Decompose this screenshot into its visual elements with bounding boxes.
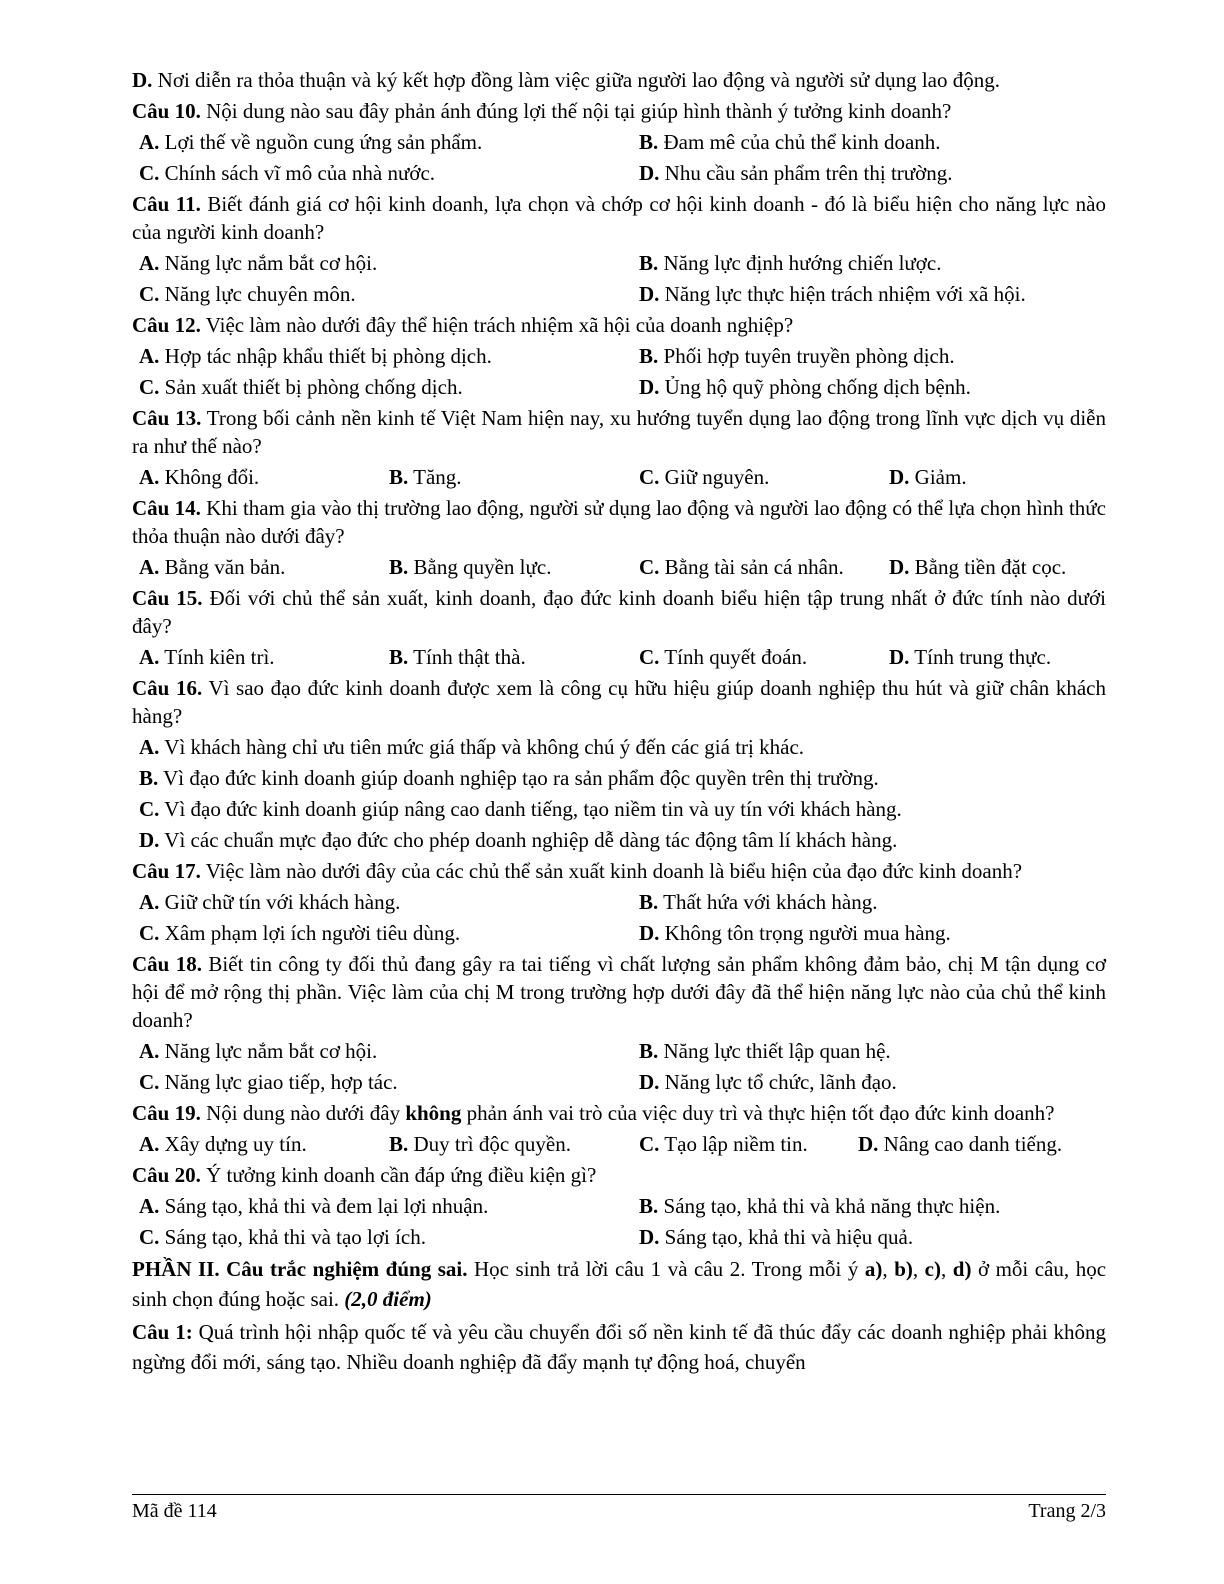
option-d (639, 280, 1026, 308)
item-label-c: c) (924, 1257, 941, 1281)
exam-code: Mã đề 114 (132, 1500, 217, 1522)
option-letter: C. (639, 465, 660, 489)
question-10-stem (132, 97, 1106, 125)
option-a (139, 553, 389, 581)
option-a (139, 342, 639, 370)
option-text: Xâm phạm lợi ích người tiêu dùng. (164, 921, 461, 945)
option-b (639, 342, 955, 370)
option-a (132, 733, 1106, 761)
question-label: Câu 17. (132, 859, 201, 883)
question-11-options-row-1 (132, 249, 1106, 277)
option-letter: D. (139, 828, 160, 852)
option-text: Năng lực nắm bắt cơ hội. (164, 251, 378, 275)
option-text: Tính thật thà. (413, 645, 526, 669)
question-text: Khi tham gia vào thị trường lao động, người sử dụng lao động và người lao động có thể lựa chọn hình thức thỏa thuận nào dưới đây? (132, 496, 1106, 548)
option-a (139, 1192, 639, 1220)
option-letter: A. (139, 555, 160, 579)
option-c (639, 463, 889, 491)
part-2-points: (2,0 điểm) (344, 1287, 432, 1311)
option-c (139, 919, 639, 947)
option-b (389, 1130, 639, 1158)
option-letter: B. (389, 465, 409, 489)
question-17-options-row-1 (132, 888, 1106, 916)
option-a (139, 888, 639, 916)
option-letter: D. (639, 282, 660, 306)
option-text: Năng lực tổ chức, lãnh đạo. (664, 1070, 897, 1094)
option-text: Năng lực định hướng chiến lược. (663, 251, 942, 275)
option-text: Phối hợp tuyên truyền phòng dịch. (663, 344, 955, 368)
question-11-options-row-2 (132, 280, 1106, 308)
option-letter: D. (858, 1132, 879, 1156)
option-letter: B. (639, 1039, 659, 1063)
option-b (132, 764, 1106, 792)
option-d (858, 1130, 1062, 1158)
option-letter: A. (139, 1132, 160, 1156)
option-c (639, 1130, 858, 1158)
question-label: Câu 20. (132, 1163, 201, 1187)
part-2-heading: PHẦN II. Câu trắc nghiệm đúng sai. (132, 1257, 468, 1281)
option-a (139, 1037, 639, 1065)
option-text: Bằng tiền đặt cọc. (914, 555, 1067, 579)
question-label: Câu 16. (132, 676, 203, 700)
question-15-options (132, 643, 1106, 671)
option-text: Nhu cầu sản phẩm trên thị trường. (664, 161, 953, 185)
part-2-instructions: PHẦN II. Câu trắc nghiệm đúng sai. Học sinh trả lời câu 1 và câu 2. Trong mỗi ý a), b), c), d) ở mỗi câu, học sinh chọn đúng hoặc sai. (2,0 điểm) (132, 1257, 1107, 1311)
option-d (132, 826, 1106, 854)
option-text: Chính sách vĩ mô của nhà nước. (164, 161, 436, 185)
page-footer (132, 1497, 1106, 1525)
question-20-options-row-2 (132, 1223, 1106, 1251)
option-letter: B. (639, 1194, 659, 1218)
option-text: Năng lực thiết lập quan hệ. (663, 1039, 891, 1063)
option-letter: A. (139, 645, 160, 669)
option-c (639, 643, 889, 671)
option-b (639, 128, 941, 156)
option-text: Tính kiên trì. (164, 645, 275, 669)
option-letter: C. (139, 797, 160, 821)
item-label-a: a) (864, 1257, 883, 1281)
question-10-options-row-1 (132, 128, 1106, 156)
option-letter: A. (139, 1039, 160, 1063)
option-b (639, 1037, 891, 1065)
option-text: Không tôn trọng người mua hàng. (664, 921, 951, 945)
option-text: Ủng hộ quỹ phòng chống dịch bệnh. (664, 375, 971, 399)
option-letter: A. (139, 890, 160, 914)
question-20-stem (132, 1161, 1106, 1189)
option-letter: B. (639, 130, 659, 154)
question-12-options-row-1 (132, 342, 1106, 370)
option-letter: A. (139, 1194, 160, 1218)
option-text: Sáng tạo, khả thi và đem lại lợi nhuận. (164, 1194, 489, 1218)
option-text: Năng lực giao tiếp, hợp tác. (164, 1070, 398, 1094)
question-18-options-row-1 (132, 1037, 1106, 1065)
question-18-stem (132, 950, 1106, 1034)
question-13-stem (132, 404, 1106, 460)
option-c (639, 553, 889, 581)
option-letter: A. (139, 130, 160, 154)
option-a (139, 643, 389, 671)
option-letter: B. (389, 1132, 409, 1156)
exam-page (132, 66, 1106, 1380)
question-text: Biết tin công ty đối thủ đang gây ra tai tiếng vì chất lượng sản phẩm không đảm bảo, chị M tận dụng cơ hội để mở rộng thị phần. Việc làm của chị M trong trường hợp dưới đây đã thể hiện năng lực nào của chủ thể kinh doanh? (132, 952, 1106, 1032)
option-b (389, 553, 639, 581)
question-label: Câu 10. (132, 99, 201, 123)
option-text: Không đổi. (164, 465, 260, 489)
option-c (132, 795, 1106, 823)
option-text: Năng lực nắm bắt cơ hội. (164, 1039, 378, 1063)
option-letter: B. (639, 890, 659, 914)
question-18-options-row-2 (132, 1068, 1106, 1096)
option-c (139, 1223, 639, 1251)
question-19-stem (132, 1099, 1106, 1127)
option-letter: D. (639, 1070, 660, 1094)
question-14-options (132, 553, 1106, 581)
option-a (139, 128, 639, 156)
question-text: phản ánh vai trò của việc duy trì và thực hiện tốt đạo đức kinh doanh? (461, 1101, 1055, 1125)
question-label: Câu 12. (132, 313, 201, 337)
question-19-options (132, 1130, 1106, 1158)
question-17-stem (132, 857, 1106, 885)
option-text: Đam mê của chủ thể kinh doanh. (663, 130, 941, 154)
option-b (639, 1192, 1000, 1220)
question-text: Ý tưởng kinh doanh cần đáp ứng điều kiện gì? (200, 1163, 597, 1187)
question-12-options-row-2 (132, 373, 1106, 401)
option-d (889, 553, 1066, 581)
option-text: Lợi thế về nguồn cung ứng sản phẩm. (164, 130, 483, 154)
option-letter: B. (389, 645, 409, 669)
item-label-d: d) (952, 1257, 972, 1281)
question-text: Đối với chủ thể sản xuất, kinh doanh, đạo đức kinh doanh biểu hiện tập trung nhất ở đức tính nào dưới đây? (132, 586, 1106, 638)
option-text: Sáng tạo, khả thi và khả năng thực hiện. (663, 1194, 1001, 1218)
question-14-stem (132, 494, 1106, 550)
option-c (139, 373, 639, 401)
option-letter: D. (889, 645, 910, 669)
option-letter: D. (889, 465, 910, 489)
option-text: Sáng tạo, khả thi và hiệu quả. (664, 1225, 914, 1249)
option-letter: A. (139, 735, 160, 759)
option-d (639, 1068, 897, 1096)
option-a (139, 463, 389, 491)
option-a (139, 249, 639, 277)
option-text: Năng lực chuyên môn. (164, 282, 356, 306)
question-13-options (132, 463, 1106, 491)
part-2-text: ở mỗi câu, học sinh chọn đúng hoặc sai. (132, 1257, 1107, 1311)
q9-option-d (132, 66, 1106, 94)
option-text: Hợp tác nhập khẩu thiết bị phòng dịch. (164, 344, 492, 368)
option-text: Giữ chữ tín với khách hàng. (164, 890, 401, 914)
option-letter: C. (139, 375, 160, 399)
option-text: Vì đạo đức kinh doanh giúp nâng cao danh tiếng, tạo niềm tin và uy tín với khách hàng. (164, 797, 902, 821)
option-d (639, 159, 953, 187)
option-d (639, 919, 951, 947)
option-letter: B. (639, 344, 659, 368)
option-letter: C. (139, 921, 160, 945)
option-letter: B. (639, 251, 659, 275)
footer-divider (132, 1494, 1106, 1495)
option-letter: D. (889, 555, 910, 579)
question-label: Câu 19. (132, 1101, 201, 1125)
option-text: Năng lực thực hiện trách nhiệm với xã hội. (664, 282, 1026, 306)
option-text: Duy trì độc quyền. (413, 1132, 571, 1156)
option-letter: A. (139, 465, 160, 489)
question-label: Câu 18. (132, 952, 202, 976)
question-text: Việc làm nào dưới đây của các chủ thể sản xuất kinh doanh là biểu hiện của đạo đức kinh doanh? (200, 859, 1023, 883)
option-letter: C. (139, 1070, 160, 1094)
question-label: Câu 11. (132, 192, 201, 216)
option-text: Thất hứa với khách hàng. (663, 890, 878, 914)
question-label: Câu 13. (132, 406, 202, 430)
option-text: Bằng quyền lực. (413, 555, 552, 579)
option-text: Tính trung thực. (914, 645, 1052, 669)
option-letter: D. (639, 1225, 660, 1249)
question-text: Nội dung nào sau đây phản ánh đúng lợi thế nội tại giúp hình thành ý tưởng kinh doanh? (200, 99, 952, 123)
option-b (389, 463, 639, 491)
option-c (139, 159, 639, 187)
option-letter: C. (139, 1225, 160, 1249)
option-letter: C. (639, 555, 660, 579)
option-text: Tăng. (413, 465, 462, 489)
question-label: Câu 1: (132, 1320, 193, 1344)
option-letter: C. (139, 282, 160, 306)
option-text: Bằng tài sản cá nhân. (664, 555, 844, 579)
option-b (639, 249, 941, 277)
option-letter: D. (639, 375, 660, 399)
option-letter: A. (139, 251, 160, 275)
option-letter: B. (389, 555, 409, 579)
option-letter: D. (639, 161, 660, 185)
option-d (639, 373, 971, 401)
option-d (889, 463, 967, 491)
option-letter: C. (639, 645, 660, 669)
option-text: Tính quyết đoán. (664, 645, 808, 669)
item-label-b: b) (894, 1257, 913, 1281)
option-text: Vì các chuẩn mực đạo đức cho phép doanh nghiệp dễ dàng tác động tâm lí khách hàng. (164, 828, 898, 852)
question-17-options-row-2 (132, 919, 1106, 947)
question-label: Câu 14. (132, 496, 201, 520)
option-c (139, 1068, 639, 1096)
option-text: Vì khách hàng chỉ ưu tiên mức giá thấp và không chú ý đến các giá trị khác. (164, 735, 805, 759)
option-text: Bằng văn bản. (164, 555, 286, 579)
question-text: Nội dung nào dưới đây (200, 1101, 406, 1125)
question-11-stem (132, 190, 1106, 246)
option-text: Giữ nguyên. (664, 465, 770, 489)
option-b (639, 888, 877, 916)
page-number: Trang 2/3 (1028, 1500, 1106, 1522)
question-15-stem (132, 584, 1106, 640)
option-letter: A. (139, 344, 160, 368)
part-2-text: Học sinh trả lời câu 1 và câu 2. Trong mỗi ý (467, 1257, 865, 1281)
option-letter: C. (139, 161, 160, 185)
option-letter: B. (139, 766, 159, 790)
option-text: Tạo lập niềm tin. (664, 1132, 808, 1156)
question-text-emphasis: không (405, 1101, 462, 1125)
option-a (139, 1130, 389, 1158)
option-d (639, 1223, 913, 1251)
option-text: Giảm. (914, 465, 967, 489)
option-text: Nâng cao danh tiếng. (883, 1132, 1063, 1156)
question-16-stem (132, 674, 1106, 730)
option-text: Sáng tạo, khả thi và tạo lợi ích. (164, 1225, 426, 1249)
question-20-options-row-1 (132, 1192, 1106, 1220)
question-text: Quá trình hội nhập quốc tế và yêu cầu chuyển đổi số nền kinh tế đã thúc đẩy các doanh nghiệp phải không ngừng đổi mới, sáng tạo. Nhiều doanh nghiệp đã đẩy mạnh tự động hoá, chuyển (132, 1320, 1106, 1374)
question-10-options-row-2 (132, 159, 1106, 187)
option-b (389, 643, 639, 671)
question-label: Câu 15. (132, 586, 203, 610)
option-letter: D. (132, 68, 153, 92)
option-text: Xây dựng uy tín. (164, 1132, 307, 1156)
question-12-stem (132, 311, 1106, 339)
question-text: Trong bối cảnh nền kinh tế Việt Nam hiện nay, xu hướng tuyển dụng lao động trong lĩnh vực dịch vụ diễn ra như thế nào? (132, 406, 1106, 458)
option-letter: D. (639, 921, 660, 945)
question-text: Việc làm nào dưới đây thể hiện trách nhiệm xã hội của doanh nghiệp? (200, 313, 794, 337)
option-c (139, 280, 639, 308)
question-text: Biết đánh giá cơ hội kinh doanh, lựa chọn và chớp cơ hội kinh doanh - đó là biểu hiện cho năng lực nào của người kinh doanh? (132, 192, 1106, 244)
question-text: Vì sao đạo đức kinh doanh được xem là công cụ hữu hiệu giúp doanh nghiệp thu hút và giữ chân khách hàng? (132, 676, 1106, 728)
part-2-question-1 (132, 1317, 1106, 1377)
option-d (889, 643, 1051, 671)
option-text: Vì đạo đức kinh doanh giúp doanh nghiệp tạo ra sản phẩm độc quyền trên thị trường. (163, 766, 879, 790)
option-letter: C. (639, 1132, 660, 1156)
option-text: Nơi diễn ra thỏa thuận và ký kết hợp đồng làm việc giữa người lao động và người sử dụng lao động. (152, 68, 1000, 92)
option-text: Sản xuất thiết bị phòng chống dịch. (164, 375, 463, 399)
